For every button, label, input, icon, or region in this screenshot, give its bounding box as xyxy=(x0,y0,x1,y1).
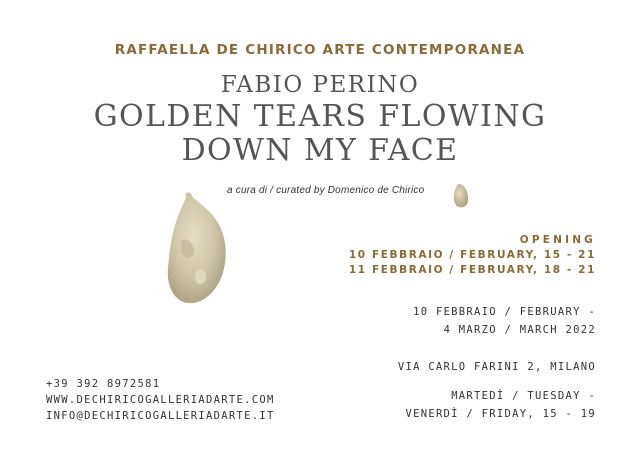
artist-name: FABIO PERINO xyxy=(220,72,420,98)
title-line-1: GOLDEN TEARS FLOWING xyxy=(93,99,547,134)
exhibition-period xyxy=(413,303,596,339)
contact-block xyxy=(46,376,275,424)
period-end: 4 MARZO / MARCH 2022 xyxy=(443,324,596,336)
curator-credit: a cura di / curated by Domenico de Chirico xyxy=(227,185,425,196)
exhibition-title xyxy=(0,100,640,168)
hours-line-2: VENERDÌ / FRIDAY, 15 - 19 xyxy=(405,408,596,420)
gallery-name: RAFFAELLA DE CHIRICO ARTE CONTEMPORANEA xyxy=(114,42,526,58)
golden-tear-sculpture-small xyxy=(451,182,471,210)
opening-date-1: 10 FEBBRAIO / FEBRUARY, 15 - 21 xyxy=(348,249,596,261)
opening-block xyxy=(349,233,596,278)
opening-date-2: 11 FEBBRAIO / FEBRUARY, 18 - 21 xyxy=(348,264,596,276)
gallery-address: VIA CARLO FARINI 2, MILANO xyxy=(397,361,596,373)
website-link[interactable]: WWW.DECHIRICOGALLERIADARTE.COM xyxy=(46,394,275,406)
opening-label: OPENING xyxy=(519,234,596,246)
opening-hours xyxy=(405,387,596,423)
email-link[interactable]: INFO@DECHIRICOGALLERIADARTE.IT xyxy=(46,410,275,422)
phone-number: +39 392 8972581 xyxy=(46,378,161,390)
hours-line-1: MARTEDÌ / TUESDAY - xyxy=(451,390,596,402)
title-line-2: DOWN MY FACE xyxy=(181,133,459,168)
golden-tear-sculpture-large xyxy=(158,190,230,310)
period-start: 10 FEBBRAIO / FEBRUARY - xyxy=(413,306,596,318)
